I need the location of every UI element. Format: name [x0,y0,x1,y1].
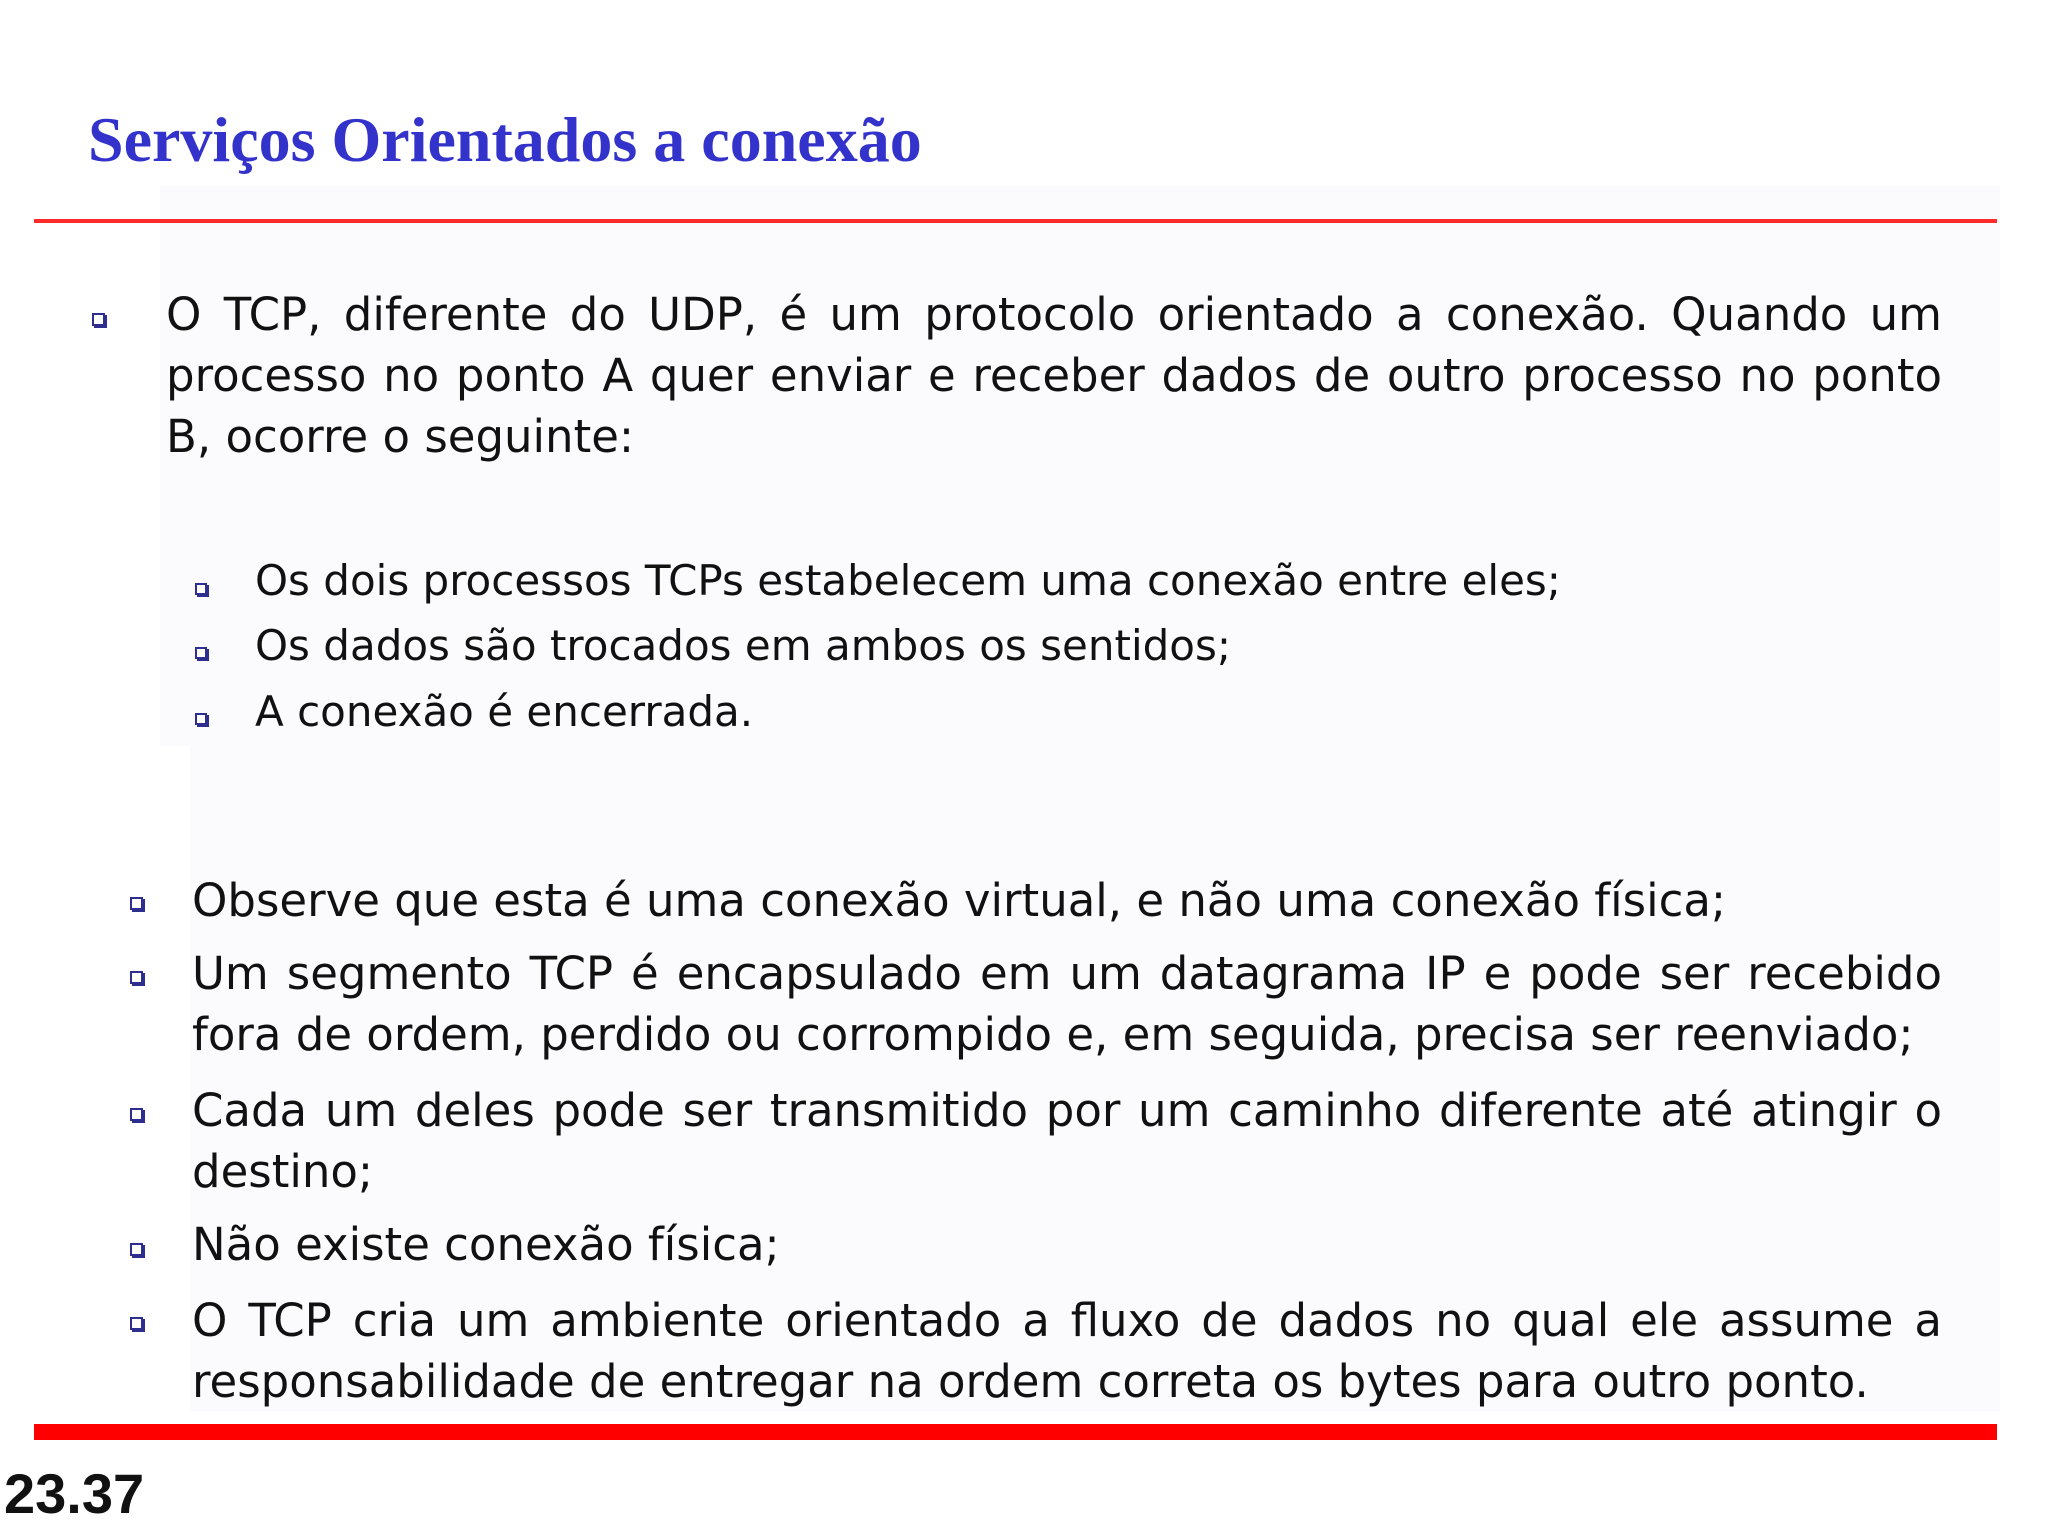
list-item-step-2: Os dados são trocados em ambos os sentidos; [255,621,1232,670]
slide-title: Serviços Orientados a conexão [88,104,922,175]
square-bullet-icon [130,1108,143,1121]
list-item-point-5: O TCP cria um ambiente orientado a fluxo de dados no qual ele assume a responsabilidade de entregar na ordem correta os bytes para outro ponto. [192,1294,1942,1408]
square-bullet-icon [130,897,143,910]
list-item-point-3: Cada um deles pode ser transmitido por um caminho diferente até atingir o destino; [192,1084,1942,1198]
square-bullet-icon [130,971,143,984]
square-bullet-icon [195,583,207,595]
top-divider [34,219,1997,223]
intro-paragraph: O TCP, diferente do UDP, é um protocolo orientado a conexão. Quando um processo no ponto A quer enviar e receber dados de outro processo no ponto B, ocorre o seguinte: [166,288,1942,463]
list-item-point-2: Um segmento TCP é encapsulado em um datagrama IP e pode ser recebido fora de ordem, perdido ou corrompido e, em seguida, precisa ser reenviado; [192,947,1942,1061]
square-bullet-icon [92,313,105,326]
list-item-point-4: Não existe conexão física; [192,1218,780,1271]
square-bullet-icon [130,1243,143,1256]
list-item-step-1: Os dois processos TCPs estabelecem uma conexão entre eles; [255,556,1561,605]
square-bullet-icon [130,1317,143,1330]
square-bullet-icon [195,713,207,725]
bottom-divider [34,1424,1997,1440]
list-item-point-1: Observe que esta é uma conexão virtual, e não uma conexão física; [192,874,1727,927]
square-bullet-icon [195,647,207,659]
page-number: 23.37 [4,1462,145,1525]
list-item-step-3: A conexão é encerrada. [255,687,754,736]
